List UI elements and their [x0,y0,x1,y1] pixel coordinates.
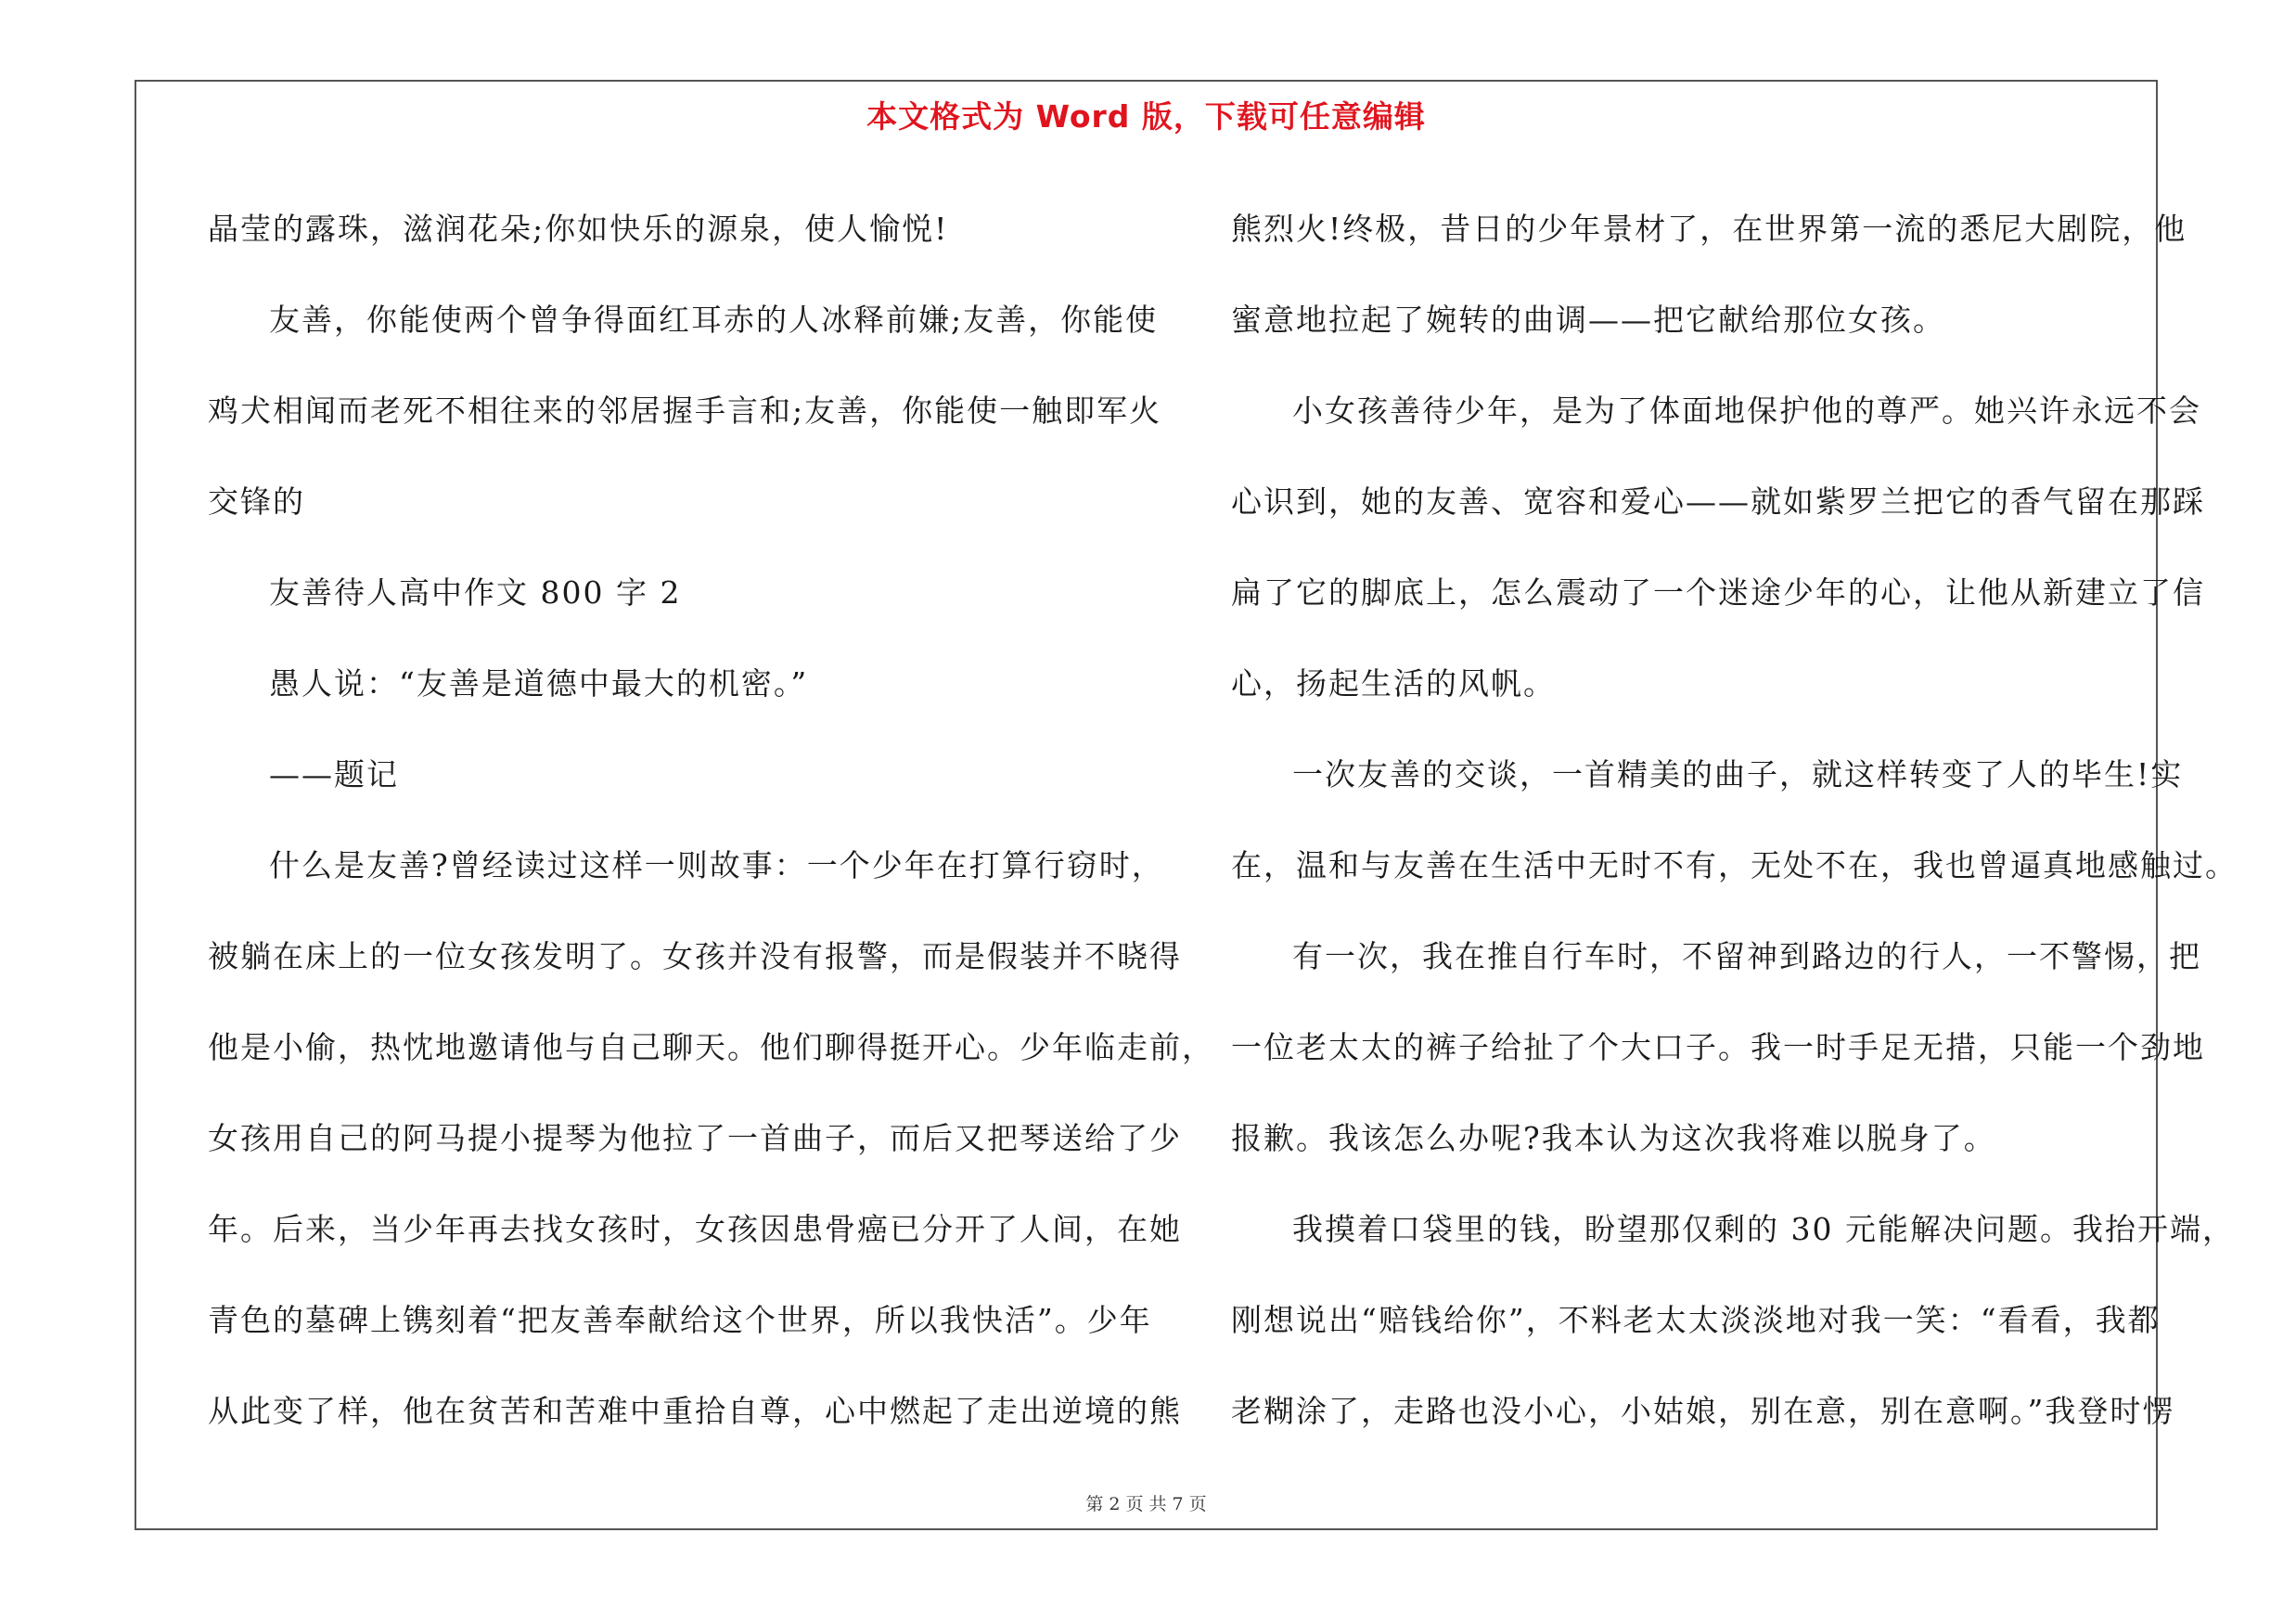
text-line: 青色的墓碑上镌刻着“把友善奉献给这个世界，所以我快活”。少年 [208,1302,1152,1338]
text-line: 心，扬起生活的风帆。 [1231,665,1556,702]
text-line: 小女孩善待少年，是为了体面地保护他的尊严。她兴许永远不会 [1292,393,2201,429]
text-line: 友善待人高中作文 800 字 2 [269,574,682,611]
text-line: 他是小偷，热忱地邀请他与自己聊天。他们聊得挺开心。少年临走前， [208,1029,1214,1065]
text-line: 年。后来，当少年再去找女孩时，女孩因患骨癌已分开了人间，在她 [208,1211,1182,1247]
left-column [208,184,1214,1457]
text-line: 心识到，她的友善、宽容和爱心——就如紫罗兰把它的香气留在那踩 [1231,483,2205,520]
text-line: 从此变了样，他在贫苦和苦难中重拾自尊，心中燃起了走出逆境的熊 [208,1393,1182,1429]
header-banner: 本文格式为 Word 版，下载可任意编辑 [866,98,1426,135]
text-line: 一次友善的交谈，一首精美的曲子，就这样转变了人的毕生!实 [1292,756,2184,792]
text-line: 有一次，我在推自行车时，不留神到路边的行人，一不警惕，把 [1292,938,2201,974]
text-line: 什么是友善?曾经读过这样一则故事：一个少年在打算行窃时， [269,847,1164,883]
text-line: 我摸着口袋里的钱，盼望那仅剩的 30 元能解决问题。我抬开端， [1292,1211,2235,1247]
text-line: 刚想说出“赔钱给你”，不料老太太淡淡地对我一笑：“看看，我都 [1231,1302,2161,1338]
text-line: ——题记 [269,756,399,792]
text-line: 鸡犬相闻而老死不相往来的邻居握手言和;友善，你能使一触即军火 [208,393,1162,429]
text-line: 老糊涂了，走路也没小心，小姑娘，别在意，别在意啊。”我登时愣 [1231,1393,2175,1429]
text-line: 被躺在床上的一位女孩发明了。女孩并没有报警，而是假装并不晓得 [208,938,1182,974]
text-line: 报歉。我该怎么办呢?我本认为这次我将难以脱身了。 [1231,1120,1996,1156]
text-line: 晶莹的露珠，滋润花朵;你如快乐的源泉，使人愉悦! [208,211,949,247]
text-line: 一位老太太的裤子给扯了个大口子。我一时手足无措，只能一个劲地 [1231,1029,2205,1065]
text-line: 交锋的 [208,483,305,520]
text-line: 在，温和与友善在生活中无时不有，无处不在，我也曾逼真地感触过。 [1231,847,2238,883]
text-line: 蜜意地拉起了婉转的曲调——把它献给那位女孩。 [1231,302,1945,338]
text-line: 熊烈火!终极，昔日的少年景材了，在世界第一流的悉尼大剧院，他 [1231,211,2187,247]
text-line: 友善，你能使两个曾争得面红耳赤的人冰释前嫌;友善，你能使 [269,302,1159,338]
page-number: 第 2 页 共 7 页 [1085,1494,1207,1514]
text-line: 女孩用自己的阿马提小提琴为他拉了一首曲子，而后又把琴送给了少 [208,1120,1182,1156]
right-column [1231,184,2238,1457]
page-frame [135,80,2238,1530]
text-line: 愚人说：“友善是道德中最大的机密。” [269,665,809,702]
text-line: 扁了它的脚底上，怎么震动了一个迷途少年的心，让他从新建立了信 [1231,574,2205,611]
